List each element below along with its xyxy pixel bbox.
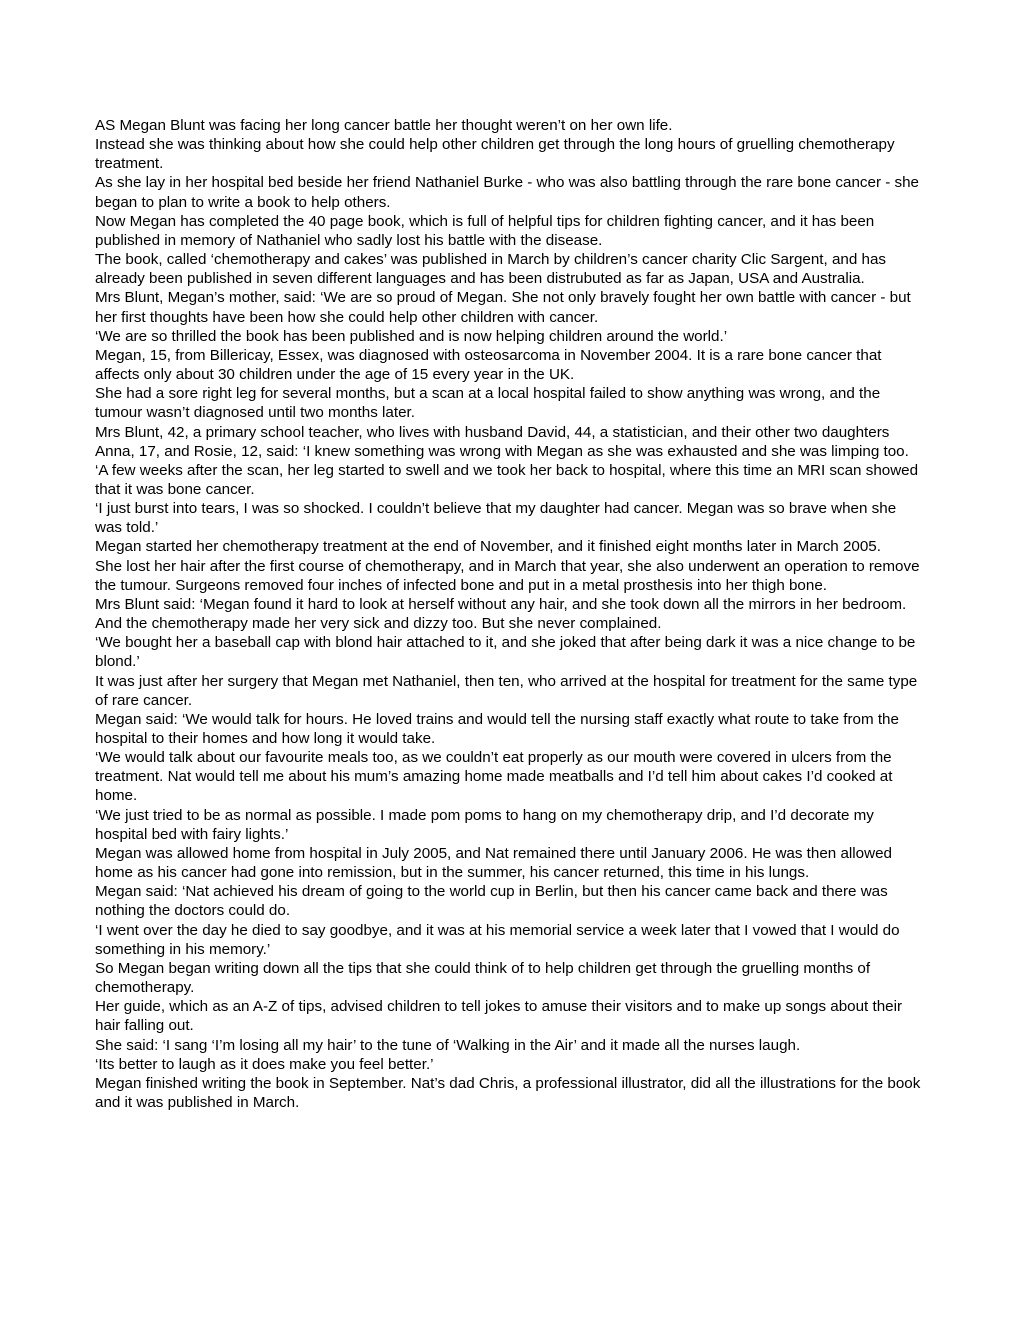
paragraph: ‘We bought her a baseball cap with blond hair attached to it, and she joked that after being dark it was a nice change to be blond.’	[95, 634, 916, 671]
paragraph: Megan started her chemotherapy treatment at the end of November, and it finished eight months later in March 2005.	[95, 538, 881, 556]
paragraph: Megan was allowed home from hospital in July 2005, and Nat remained there until January 2006. He was then allowed home as his cancer had gone into remission, but in the summer, his cancer returned, this time in his lungs.	[95, 844, 892, 882]
paragraph: The book, called ‘chemotherapy and cakes’ was published in March by children’s cancer charity Clic Sargent, and has already been published in seven different languages and has been distrubuted as far as Japan, USA and Australia.	[95, 251, 887, 288]
paragraph: ‘I just burst into tears, I was so shocked. I couldn’t believe that my daughter had cancer. Megan was so brave when she was told.’	[95, 500, 897, 537]
paragraph: ‘A few weeks after the scan, her leg started to swell and we took her back to hospital, where this time an MRI scan showed that it was bone cancer.	[95, 461, 919, 498]
paragraph: ‘I went over the day he died to say goodbye, and it was at his memorial service a week later that I vowed that I would do something in his memory.’	[95, 921, 900, 958]
paragraph: Now Megan has completed the 40 page book, which is full of helpful tips for children fighting cancer, and it has been published in memory of Nathaniel who sadly lost his battle with the disease.	[95, 212, 875, 249]
paragraph: So Megan began writing down all the tips that she could think of to help children get through the gruelling months of chemotherapy.	[95, 959, 871, 997]
document-body	[95, 116, 927, 1112]
paragraph: As she lay in her hospital bed beside her friend Nathaniel Burke - who was also battling through the rare bone cancer - she began to plan to write a book to help others.	[95, 174, 919, 211]
paragraph: ‘We are so thrilled the book has been published and is now helping children around the world.’	[95, 327, 728, 345]
paragraph: It was just after her surgery that Megan met Nathaniel, then ten, who arrived at the hospital for treatment for the same type of rare cancer.	[95, 672, 918, 709]
paragraph: Megan said: ‘We would talk for hours. He loved trains and would tell the nursing staff exactly what route to take from the hospital to their homes and how long it would take.	[95, 710, 899, 747]
paragraph: Megan finished writing the book in September. Nat’s dad Chris, a professional illustrator, did all the illustrations for the book and it was published in March.	[95, 1074, 921, 1111]
paragraph: ‘We just tried to be as normal as possible. I made pom poms to hang on my chemotherapy drip, and I’d decorate my hospital bed with fairy lights.’	[95, 806, 874, 843]
paragraph: She said: ‘I sang ‘I’m losing all my hair’ to the tune of ‘Walking in the Air’ and it made all the nurses laugh.	[95, 1036, 801, 1054]
paragraph: Mrs Blunt, 42, a primary school teacher, who lives with husband David, 44, a statistician, and their other two daughters Anna, 17, and Rosie, 12, said: ‘I knew something was wrong with Megan as she was exhausted and she was limping too.	[95, 423, 909, 460]
paragraph: She lost her hair after the first course of chemotherapy, and in March that year, she also underwent an operation to remove the tumour. Surgeons removed four inches of infected bone and put in a metal prosthesis into her thigh bone.	[95, 557, 920, 594]
paragraph: ‘We would talk about our favourite meals too, as we couldn’t eat properly as our mouth were covered in ulcers from the treatment. Nat would tell me about his mum’s amazing home made meatballs and I’d tell him about cakes I’d cooked at home.	[95, 749, 893, 805]
paragraph: Megan said: ‘Nat achieved his dream of going to the world cup in Berlin, but then his cancer came back and there was nothing the doctors could do.	[95, 883, 888, 920]
paragraph: Mrs Blunt, Megan’s mother, said: ‘We are so proud of Megan. She not only bravely fought her own battle with cancer - but her first thoughts have been how she could help other children with cancer.	[95, 289, 911, 326]
paragraph: Megan, 15, from Billericay, Essex, was diagnosed with osteosarcoma in November 2004. It is a rare bone cancer that affects only about 30 children under the age of 15 every year in the UK.	[95, 346, 882, 384]
paragraph: ‘Its better to laugh as it does make you feel better.’	[95, 1055, 434, 1073]
paragraph: AS Megan Blunt was facing her long cancer battle her thought weren’t on her own life.	[95, 117, 673, 134]
paragraph: Her guide, which as an A-Z of tips, advised children to tell jokes to amuse their visitors and to make up songs about their hair falling out.	[95, 998, 903, 1035]
paragraph: Instead she was thinking about how she could help other children get through the long hours of gruelling chemotherapy treatment.	[95, 136, 895, 173]
paragraph: Mrs Blunt said: ‘Megan found it hard to look at herself without any hair, and she took down all the mirrors in her bedroom. And the chemotherapy made her very sick and dizzy too. But she never complained.	[95, 595, 907, 633]
paragraph: She had a sore right leg for several months, but a scan at a local hospital failed to show anything was wrong, and the tumour wasn’t diagnosed until two months later.	[95, 385, 881, 422]
